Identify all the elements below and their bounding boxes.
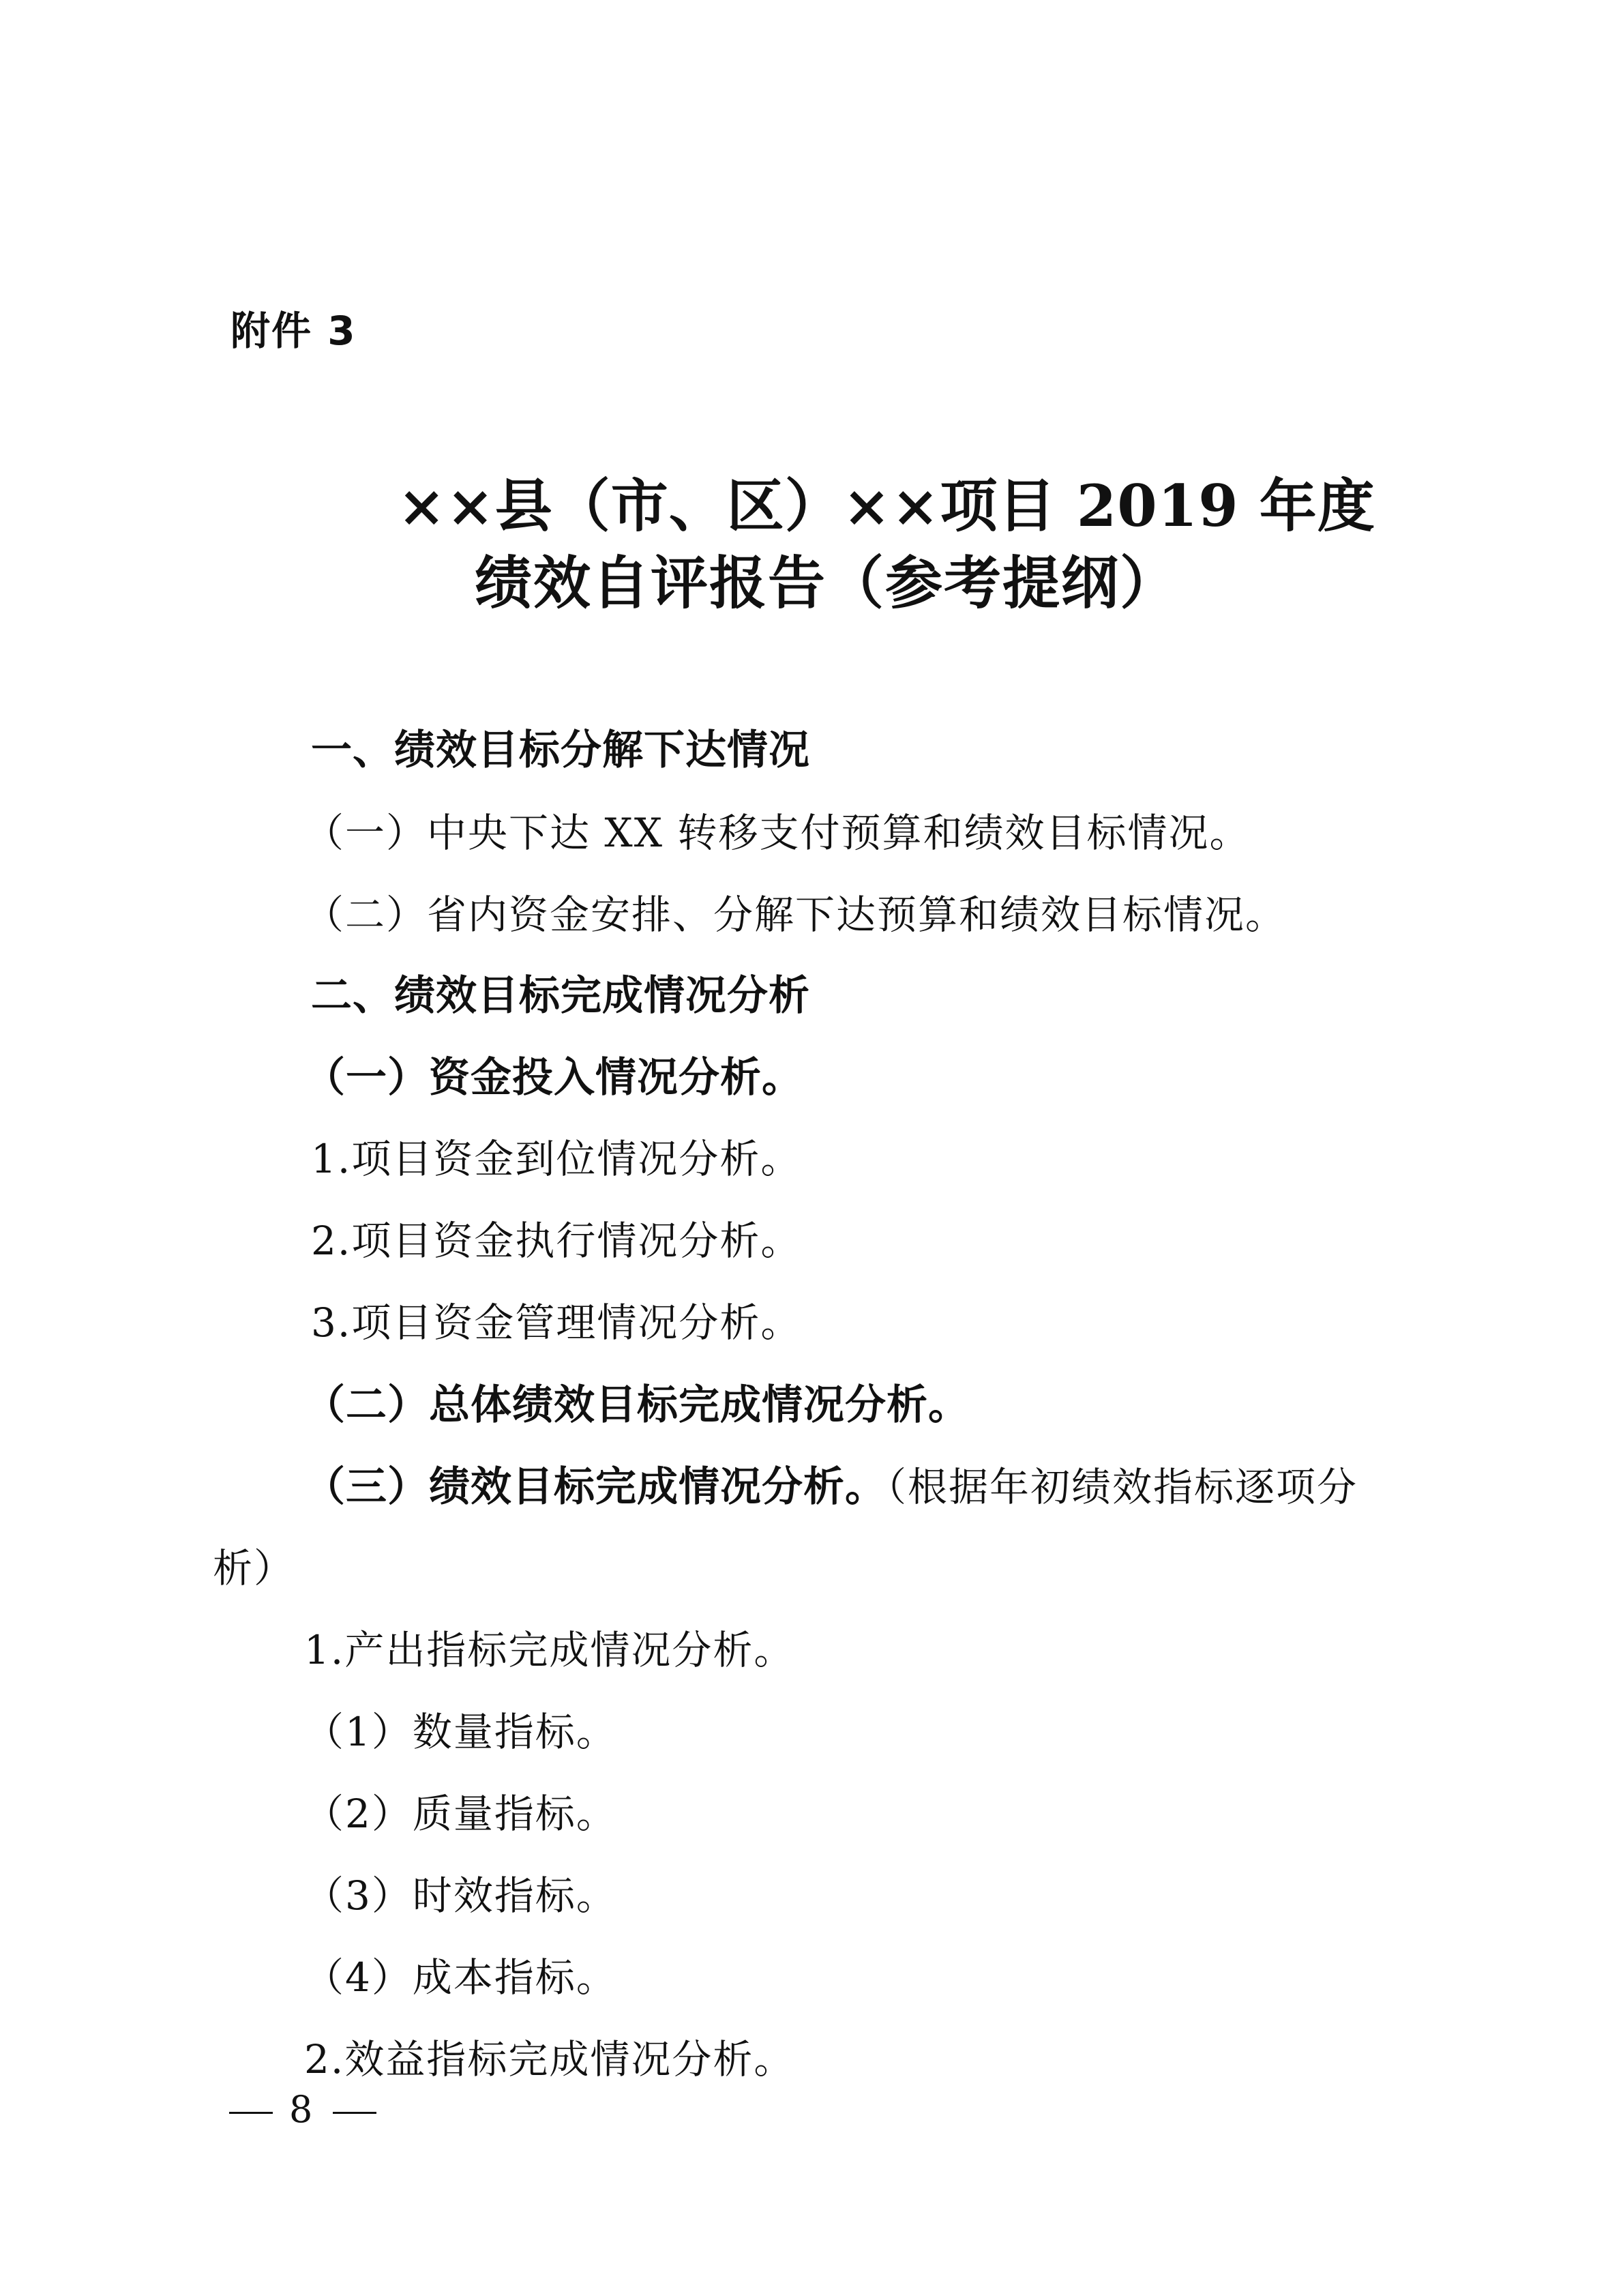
subsection-3-sub-item-2: （2）质量指标。 bbox=[304, 1791, 617, 1837]
subsection-3-sub-item-3: （3）时效指标。 bbox=[304, 1872, 617, 1919]
subsection-heading-2: （二）总体绩效目标完成情况分析。 bbox=[304, 1381, 970, 1429]
subsection-3-item-2: 2.效益指标完成情况分析。 bbox=[304, 2036, 795, 2082]
document-title-line-2: 绩效自评报告（参考提纲） bbox=[475, 549, 1179, 617]
section-heading-2: 二、绩效目标完成情况分析 bbox=[311, 972, 810, 1020]
subsection-1-item-1: 1.项目资金到位情况分析。 bbox=[311, 1136, 802, 1182]
subsection-3-note-line-1: （根据年初绩效指标逐项分 bbox=[887, 1464, 1358, 1510]
subsection-1-item-2: 2.项目资金执行情况分析。 bbox=[311, 1218, 802, 1264]
subsection-heading-3: （三）绩效目标完成情况分析。 bbox=[304, 1463, 887, 1511]
section-1-item-2: （二）省内资金安排、分解下达预算和绩效目标情况。 bbox=[304, 892, 1287, 938]
page-number-right-dash bbox=[333, 2112, 376, 2114]
page-number-left-dash bbox=[229, 2112, 273, 2114]
subsection-3-sub-item-4: （4）成本指标。 bbox=[304, 1954, 617, 2001]
page-number-footer bbox=[213, 2088, 393, 2131]
subsection-heading-3-line bbox=[304, 1463, 1358, 1511]
attachment-label: 附件 3 bbox=[230, 308, 357, 354]
section-heading-1: 一、绩效目标分解下达情况 bbox=[311, 726, 810, 774]
page-number: 8 bbox=[289, 2088, 317, 2131]
document-title-line-1: ××县（市、区）××项目 2019 年度 bbox=[398, 472, 1375, 540]
section-1-item-1: （一）中央下达 XX 转移支付预算和绩效目标情况。 bbox=[304, 810, 1251, 856]
subsection-1-item-3: 3.项目资金管理情况分析。 bbox=[311, 1299, 802, 1346]
subsection-3-note-line-2: 析） bbox=[213, 1545, 295, 1591]
subsection-3-sub-item-1: （1）数量指标。 bbox=[304, 1709, 617, 1755]
subsection-heading-1: （一）资金投入情况分析。 bbox=[304, 1054, 803, 1102]
subsection-3-item-1: 1.产出指标完成情况分析。 bbox=[304, 1627, 795, 1673]
